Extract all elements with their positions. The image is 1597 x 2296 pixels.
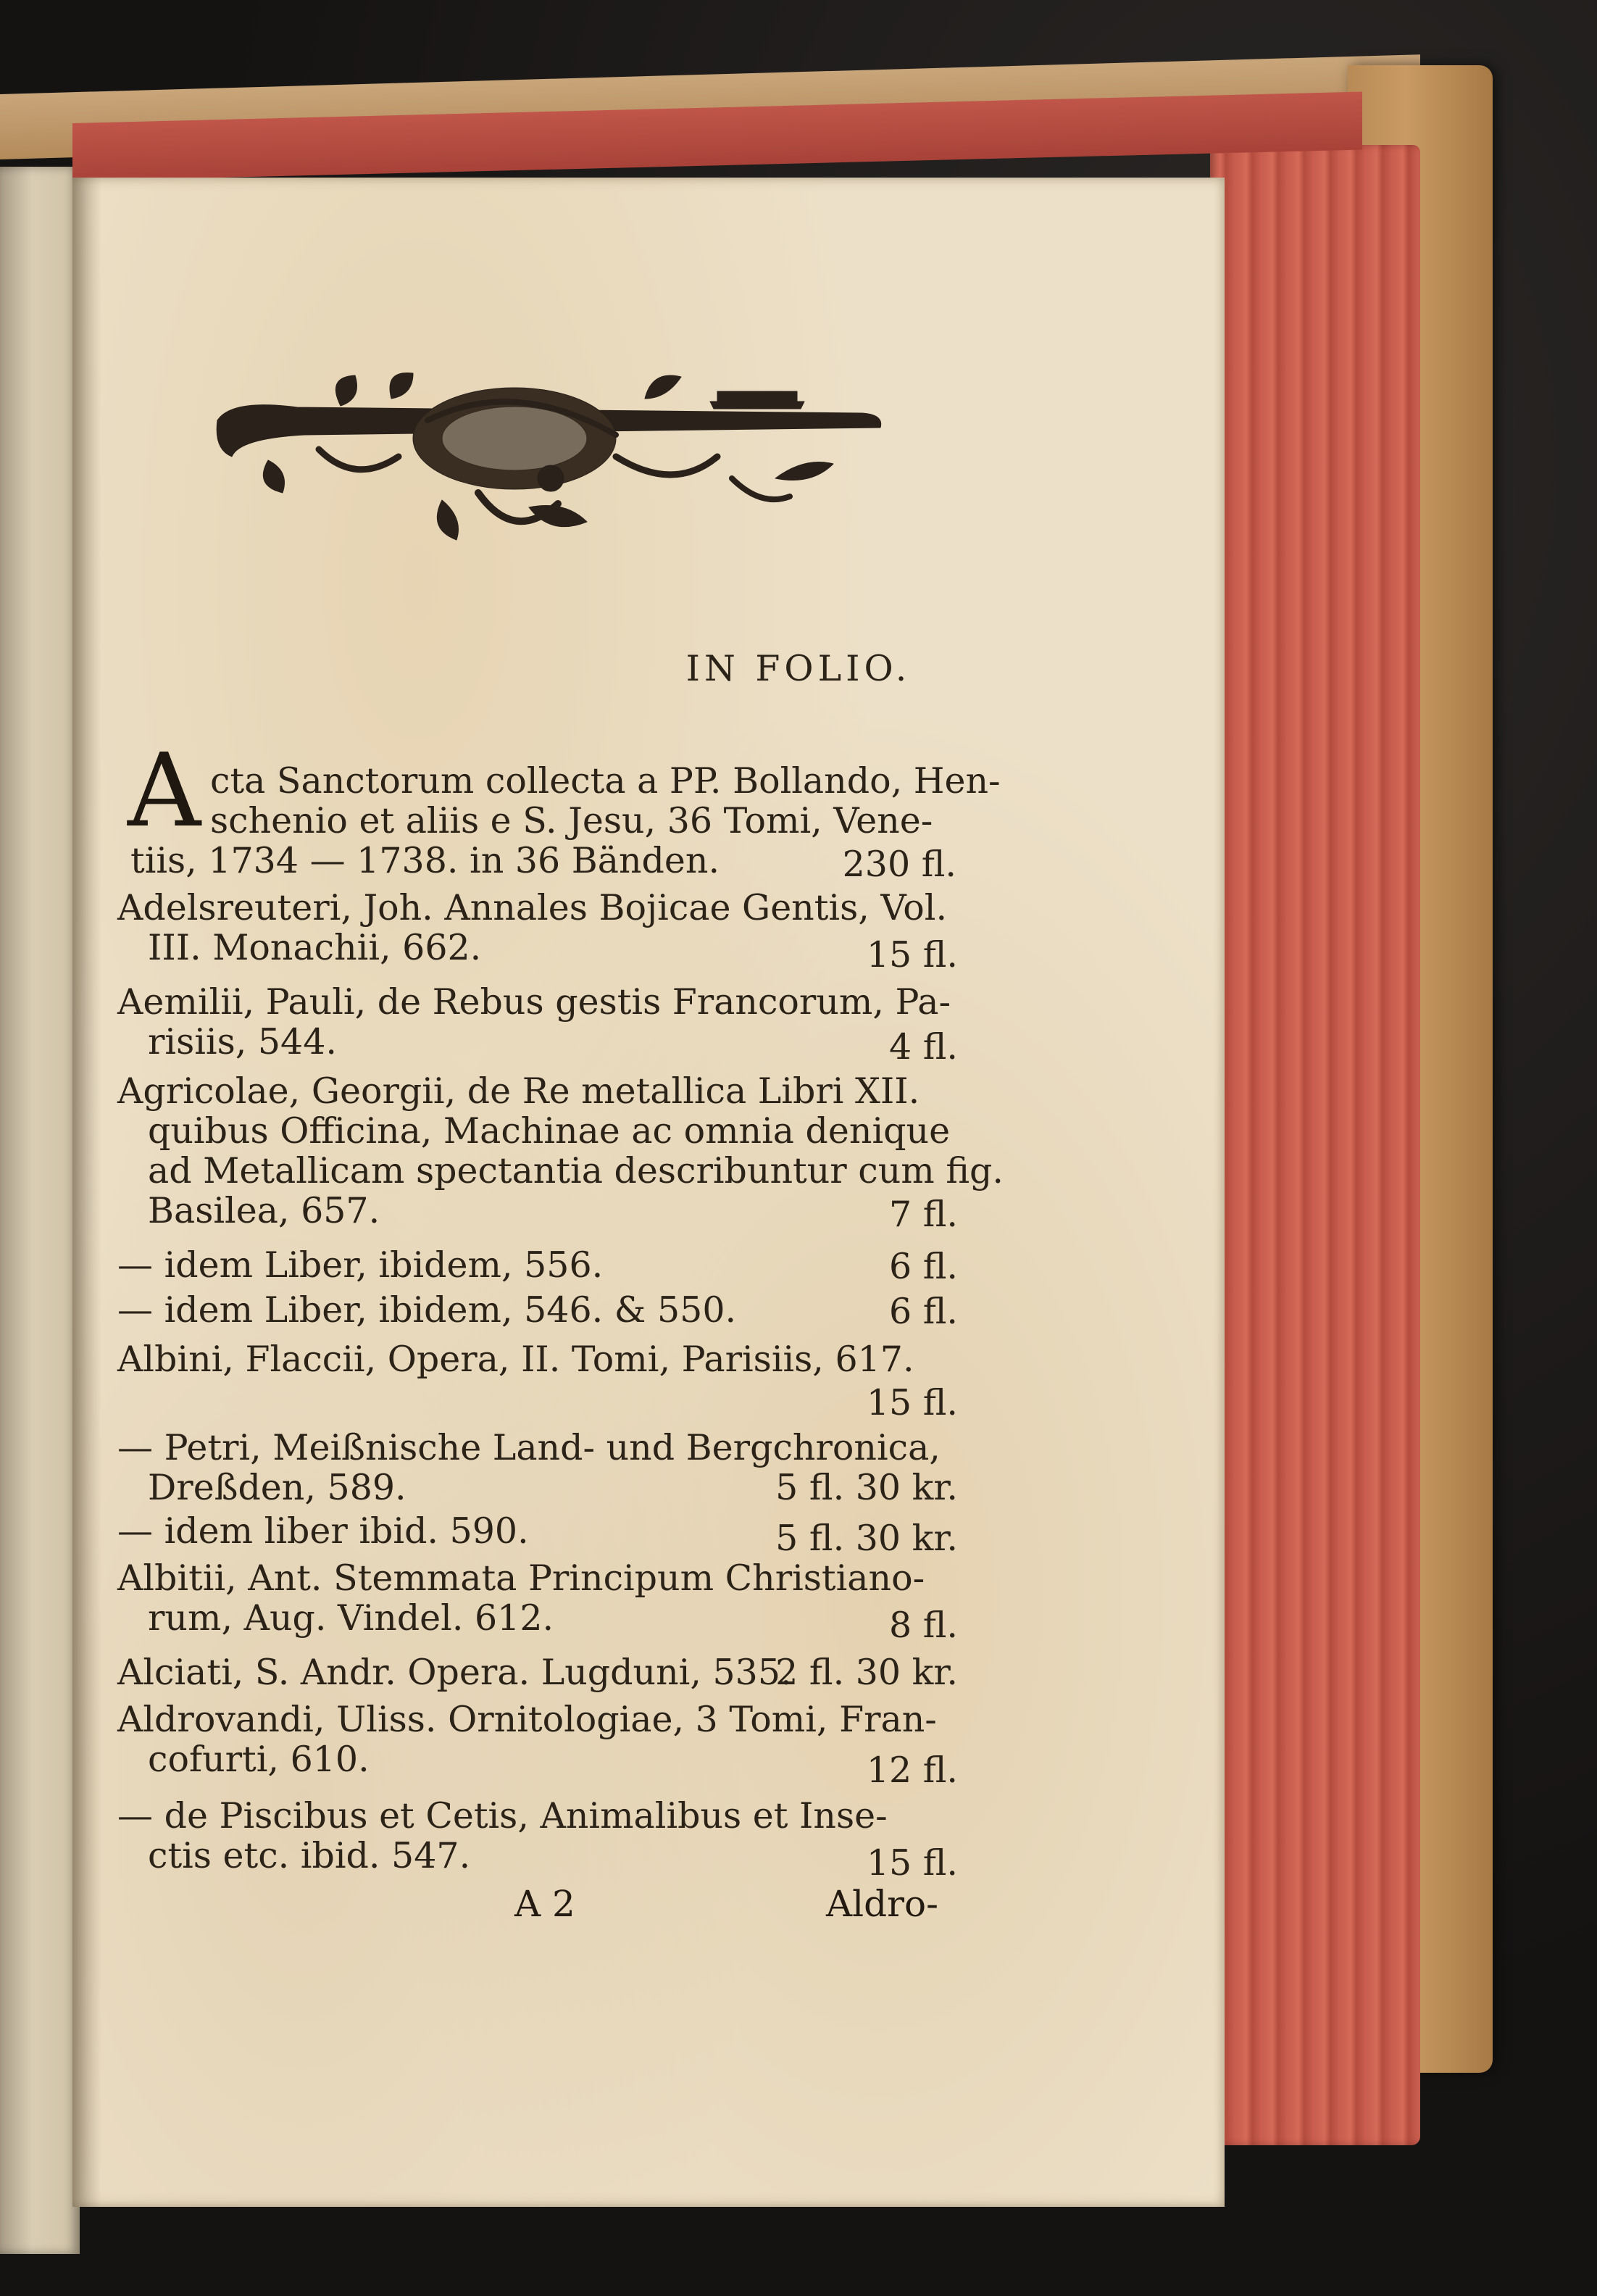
entry-line: cofurti, 610. bbox=[148, 1739, 370, 1780]
list-item bbox=[117, 887, 958, 976]
entry-line: tiis, 1734 — 1738. in 36 Bänden. bbox=[130, 840, 720, 881]
entry-line: Aldrovandi, Uliss. Ornitologiae, 3 Tomi, Fran- bbox=[117, 1699, 937, 1740]
entry-line: Alciati, S. Andr. Opera. Lugduni, 535. bbox=[117, 1652, 792, 1693]
entry-line: ctis etc. ibid. 547. bbox=[148, 1835, 471, 1876]
entry-price: 8 fl. bbox=[888, 1605, 958, 1646]
entry-line: rum, Aug. Vindel. 612. bbox=[148, 1597, 554, 1639]
list-item bbox=[117, 1339, 958, 1423]
catchword: Aldro- bbox=[826, 1883, 939, 1925]
gutter-shadow bbox=[72, 178, 101, 2207]
list-item bbox=[130, 760, 1001, 885]
entry-line: Adelsreuteri, Joh. Annales Bojicae Gentis, Vol. bbox=[117, 887, 948, 928]
list-item bbox=[117, 1245, 958, 1285]
entry-price: 5 fl. 30 kr. bbox=[775, 1518, 958, 1559]
entry-price: 6 fl. bbox=[888, 1291, 958, 1332]
list-item bbox=[117, 1070, 1004, 1235]
entry-line: III. Monachii, 662. bbox=[148, 927, 482, 968]
left-page-edge bbox=[0, 167, 80, 2254]
entry-line: Albitii, Ant. Stemmata Principum Christiano- bbox=[117, 1557, 925, 1599]
entry-line: schenio et aliis e S. Jesu, 36 Tomi, Vene- bbox=[210, 800, 933, 841]
entry-line: ad Metallicam spectantia describuntur cum fig. bbox=[148, 1150, 1004, 1191]
entry-price: 12 fl. bbox=[866, 1750, 958, 1791]
list-item bbox=[117, 1557, 958, 1646]
woodcut-ornament-icon bbox=[210, 370, 891, 551]
list-item bbox=[117, 1652, 958, 1692]
entry-line: Basilea, 657. bbox=[148, 1190, 380, 1231]
entry-price: 6 fl. bbox=[888, 1246, 958, 1287]
entry-line: — idem Liber, ibidem, 556. bbox=[117, 1244, 604, 1286]
entry-price: 7 fl. bbox=[888, 1194, 958, 1235]
entry-line: Dreßden, 589. bbox=[148, 1467, 406, 1508]
entry-line: Agricolae, Georgii, de Re metallica Libri XII. bbox=[117, 1070, 920, 1112]
entry-line: Albini, Flaccii, Opera, II. Tomi, Parisiis, 617. bbox=[117, 1339, 914, 1380]
entry-line: risiis, 544. bbox=[148, 1021, 337, 1062]
list-item bbox=[117, 1290, 958, 1330]
list-item bbox=[117, 1428, 958, 1507]
page-signature: A 2 bbox=[514, 1883, 575, 1925]
entry-price: 5 fl. 30 kr. bbox=[775, 1467, 958, 1508]
entry-line: — idem Liber, ibidem, 546. & 550. bbox=[117, 1289, 737, 1331]
entry-line: — de Piscibus et Cetis, Animalibus et Inse- bbox=[117, 1795, 888, 1837]
entry-price: 15 fl. bbox=[866, 1382, 958, 1423]
list-item bbox=[117, 1699, 958, 1791]
entry-line: cta Sanctorum collecta a PP. Bollando, Hen- bbox=[210, 760, 1001, 802]
entry-line: quibus Officina, Machinae ac omnia denique bbox=[148, 1110, 951, 1152]
entry-line: — Petri, Meißnische Land- und Bergchronica, bbox=[117, 1427, 941, 1468]
red-fore-edge bbox=[1210, 145, 1420, 2145]
section-heading: IN FOLIO. bbox=[685, 648, 912, 689]
drop-cap: A bbox=[128, 732, 201, 850]
entry-price: 2 fl. 30 kr. bbox=[775, 1652, 958, 1693]
list-item bbox=[117, 1795, 958, 1884]
list-item bbox=[117, 981, 958, 1068]
list-item bbox=[117, 1510, 958, 1559]
entry-line: Aemilii, Pauli, de Rebus gestis Francorum, Pa- bbox=[117, 981, 951, 1023]
entry-price: 15 fl. bbox=[866, 934, 958, 976]
entry-price: 4 fl. bbox=[888, 1026, 958, 1068]
entry-line: — idem liber ibid. 590. bbox=[117, 1510, 529, 1552]
entry-price: 15 fl. bbox=[866, 1842, 958, 1884]
entry-price: 230 fl. bbox=[842, 844, 956, 885]
